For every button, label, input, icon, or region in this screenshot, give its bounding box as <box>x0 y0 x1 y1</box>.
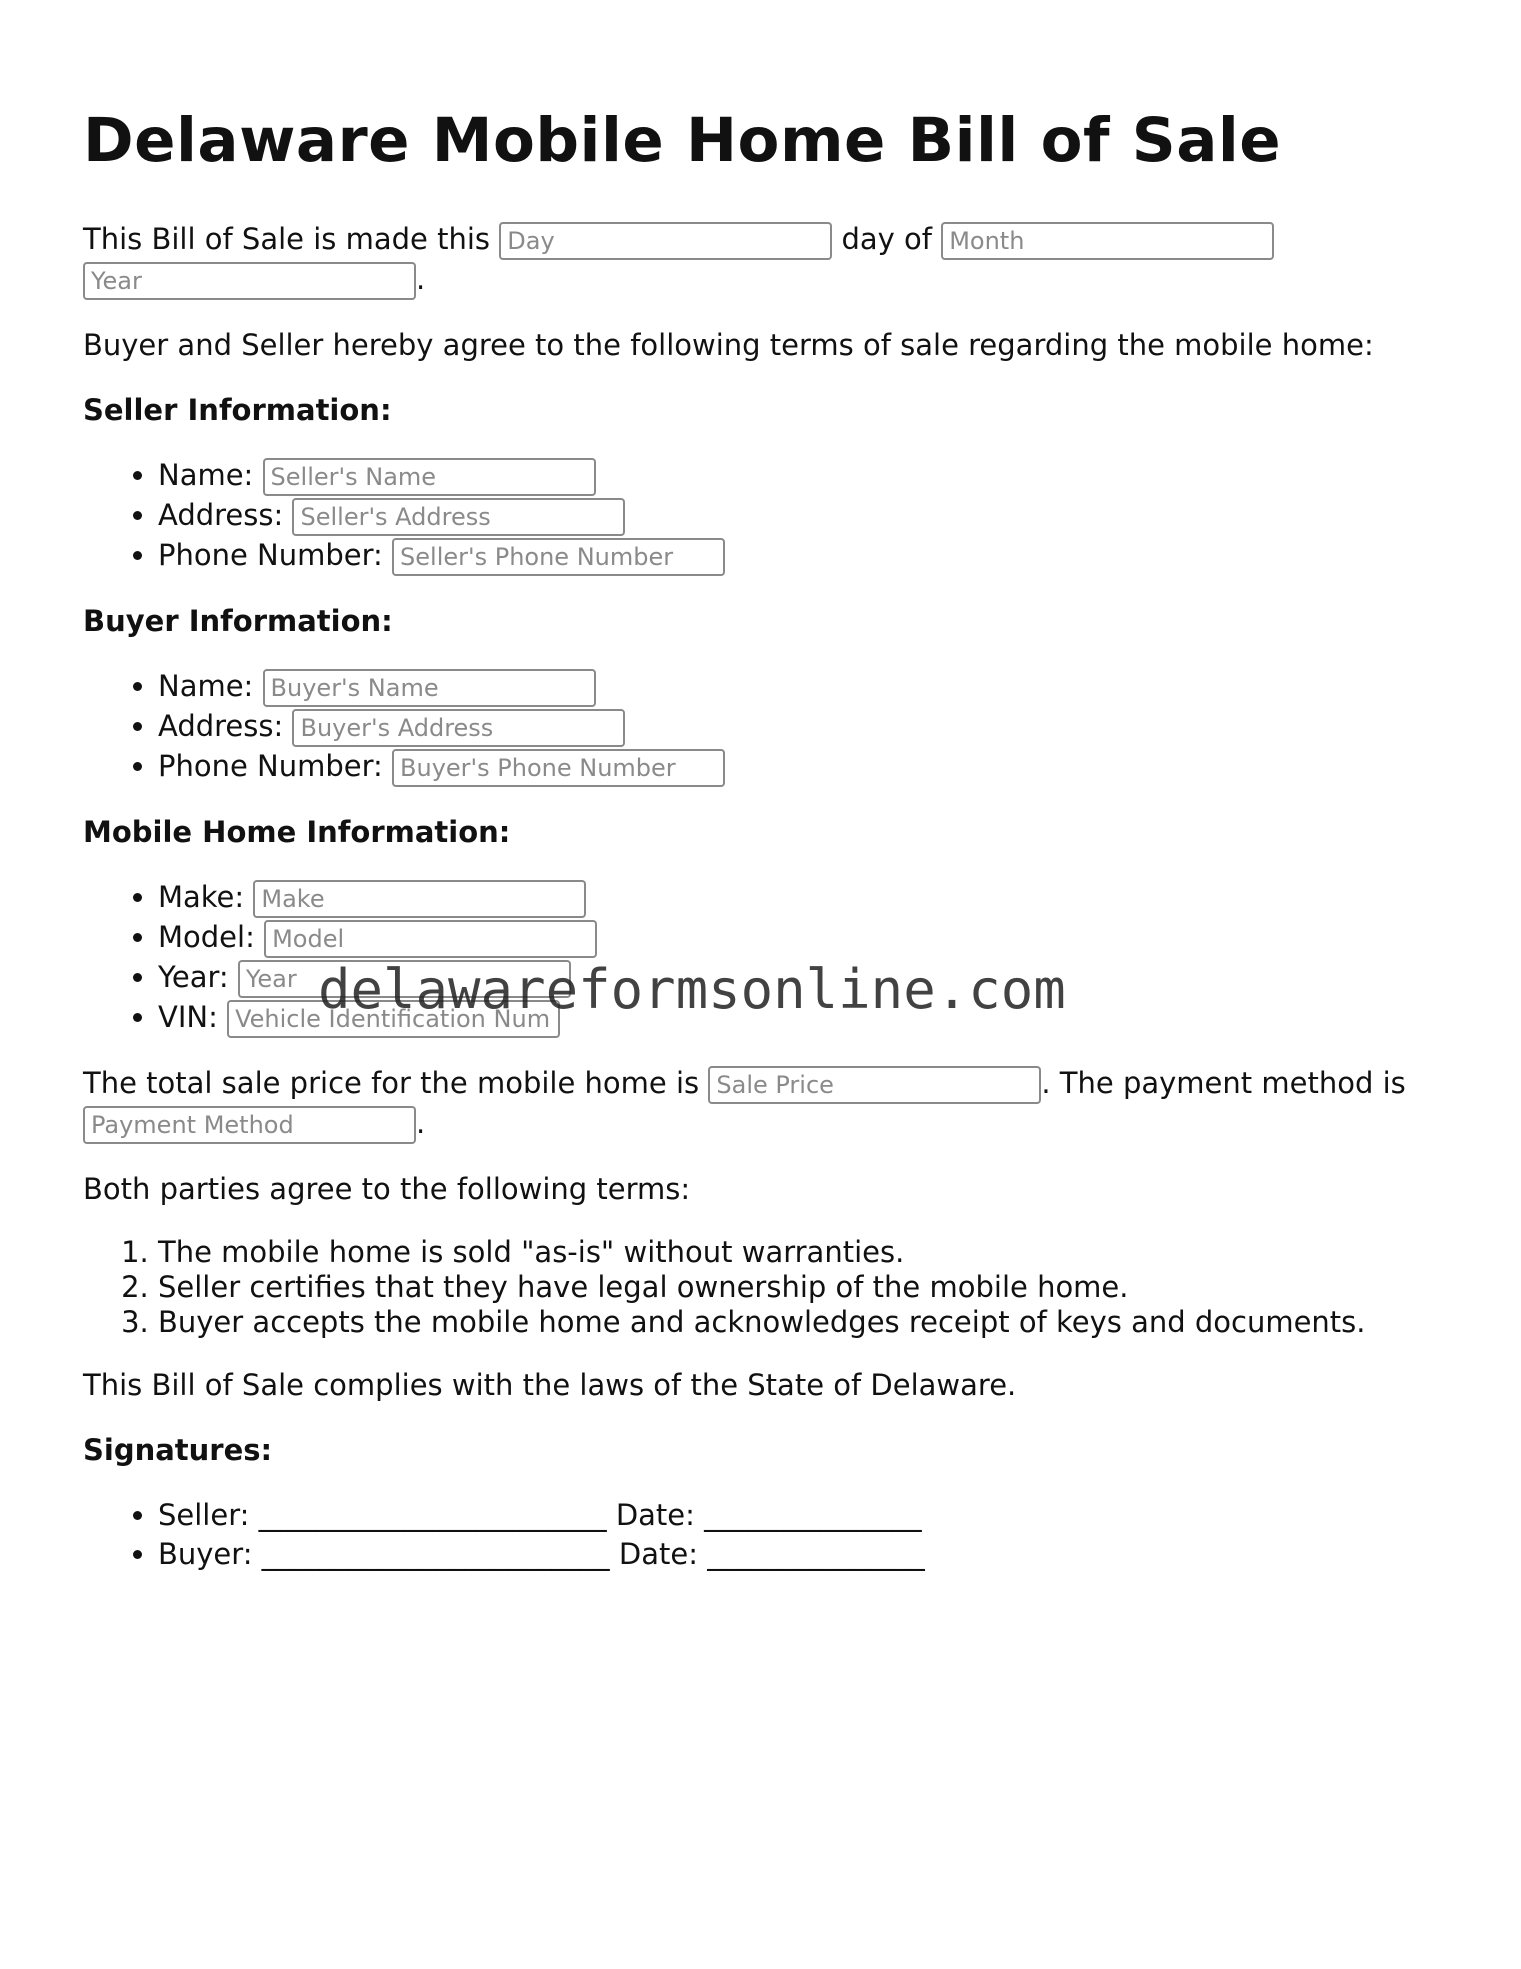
seller-list <box>83 456 1443 576</box>
list-item <box>158 747 1443 787</box>
list-item <box>158 1535 1443 1574</box>
vin-input[interactable] <box>227 1000 560 1038</box>
buyer-phone-input[interactable] <box>392 749 725 787</box>
price-paragraph <box>83 1064 1443 1144</box>
terms-intro: Both parties agree to the following terms: <box>83 1172 691 1206</box>
list-item <box>158 958 1443 998</box>
seller-heading: Seller Information: <box>83 393 392 427</box>
vin-label: VIN: <box>158 1000 218 1034</box>
compliance-paragraph: This Bill of Sale complies with the laws of the State of Delaware. <box>83 1368 1017 1402</box>
buyer-name-label: Name: <box>158 669 254 703</box>
list-item <box>158 496 1443 536</box>
list-item: 3. Buyer accepts the mobile home and acknowledges receipt of keys and documents. <box>158 1305 1443 1340</box>
buyer-address-input[interactable] <box>292 709 625 747</box>
buyer-name-input[interactable] <box>263 669 596 707</box>
model-label: Model: <box>158 920 255 954</box>
list-item <box>158 1496 1443 1535</box>
intro-suffix: . <box>416 262 426 296</box>
seller-name-label: Name: <box>158 458 254 492</box>
month-input[interactable] <box>941 222 1274 260</box>
sale-price-input[interactable] <box>708 1066 1041 1104</box>
watermark: delawareformsonline.com <box>318 958 1066 1021</box>
seller-phone-input[interactable] <box>392 538 725 576</box>
intro-prefix: This Bill of Sale is made this <box>83 222 491 256</box>
list-item <box>158 536 1443 576</box>
make-label: Make: <box>158 880 245 914</box>
list-item <box>158 998 1443 1038</box>
intro-mid: day of <box>841 222 932 256</box>
bill-of-sale-document <box>83 96 1443 1600</box>
price-suffix: . <box>416 1106 426 1140</box>
signatures-list <box>83 1496 1443 1574</box>
payment-method-input[interactable] <box>83 1106 416 1144</box>
model-input[interactable] <box>264 920 597 958</box>
buyer-address-label: Address: <box>158 709 284 743</box>
home-year-label: Year: <box>158 960 229 994</box>
price-mid: . The payment method is <box>1041 1066 1406 1100</box>
terms-list <box>83 1235 1443 1340</box>
buyer-signature-line: Buyer: ________________________ Date: _______________ <box>158 1537 925 1571</box>
agreement-paragraph: Buyer and Seller hereby agree to the following terms of sale regarding the mobile home: <box>83 328 1374 362</box>
day-input[interactable] <box>499 222 832 260</box>
mobile-home-list <box>83 878 1443 1038</box>
mobile-home-heading: Mobile Home Information: <box>83 815 511 849</box>
seller-address-input[interactable] <box>292 498 625 536</box>
list-item <box>158 918 1443 958</box>
seller-name-input[interactable] <box>263 458 596 496</box>
seller-phone-label: Phone Number: <box>158 538 383 572</box>
home-year-input[interactable] <box>238 960 571 998</box>
seller-address-label: Address: <box>158 498 284 532</box>
list-item <box>158 456 1443 496</box>
buyer-list <box>83 667 1443 787</box>
list-item: 2. Seller certifies that they have legal ownership of the mobile home. <box>158 1270 1443 1305</box>
buyer-heading: Buyer Information: <box>83 604 393 638</box>
list-item <box>158 878 1443 918</box>
list-item <box>158 667 1443 707</box>
intro-paragraph <box>83 220 1443 300</box>
list-item: 1. The mobile home is sold "as-is" without warranties. <box>158 1235 1443 1270</box>
year-input[interactable] <box>83 262 416 300</box>
make-input[interactable] <box>253 880 586 918</box>
buyer-phone-label: Phone Number: <box>158 749 383 783</box>
signatures-heading: Signatures: <box>83 1433 273 1467</box>
page-title: Delaware Mobile Home Bill of Sale <box>83 105 1282 176</box>
list-item <box>158 707 1443 747</box>
price-prefix: The total sale price for the mobile home is <box>83 1066 700 1100</box>
seller-signature-line: Seller: ________________________ Date: _______________ <box>158 1498 922 1532</box>
